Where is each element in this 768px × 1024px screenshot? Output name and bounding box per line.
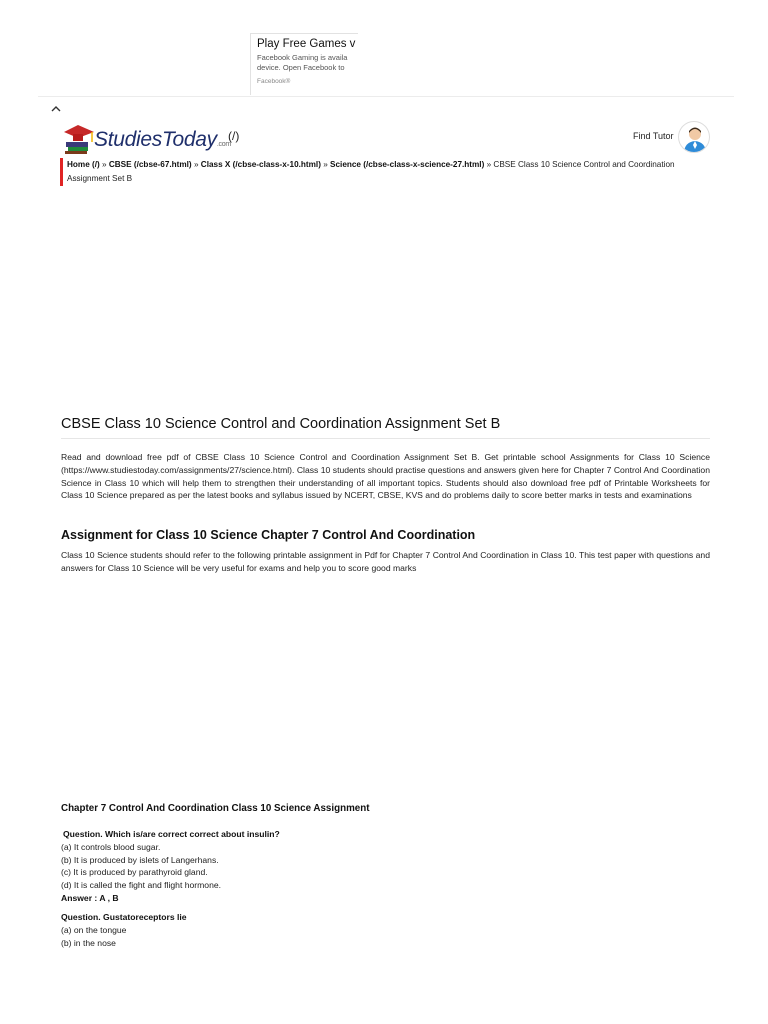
question-block <box>61 828 481 905</box>
page-title: CBSE Class 10 Science Control and Coordination Assignment Set B <box>61 416 501 432</box>
option-text: (c) It is produced by parathyroid gland. <box>61 867 208 878</box>
question-text: Question. Gustatoreceptors lie <box>61 912 187 922</box>
question-text: Question. Which is/are correct correct about insulin? <box>63 829 280 839</box>
find-tutor-link[interactable]: Find Tutor <box>633 131 674 141</box>
breadcrumb <box>60 158 710 186</box>
assignment-subheading: Assignment for Class 10 Science Chapter 7 Control And Coordination <box>61 528 476 542</box>
breadcrumb-class-x[interactable]: Class X (/cbse-class-x-10.html) <box>200 160 321 169</box>
option-text: (a) It controls blood sugar. <box>61 841 161 852</box>
option-text: (d) It is called the fight and flight hormone. <box>61 880 222 891</box>
title-divider <box>61 438 710 439</box>
option-text: (a) on the tongue <box>61 924 127 935</box>
assignment-description: Class 10 Science students should refer to the following printable assignment in Pdf for Chapter 7 Control And Coordination in Class 10. This test paper with questions and answers for Class 10 Science will be very useful for exams and help you to score good marks <box>61 550 710 573</box>
graduation-cap-icon <box>62 122 98 156</box>
option-text: (b) in the nose <box>61 937 116 948</box>
logo-name: StudiesToday <box>94 128 217 151</box>
breadcrumb-separator: » <box>99 160 109 169</box>
ad-title[interactable]: Play Free Games v <box>257 38 356 50</box>
logo-suffix: .com <box>216 141 231 148</box>
site-logo[interactable] <box>62 122 231 156</box>
breadcrumb-separator: » <box>320 160 331 169</box>
intro-paragraph: Read and download free pdf of CBSE Class 10 Science Control and Coordination Assignment Set B. Get printable school Assignments for Class 10 Science (https://www.studiestoday.com/assignments/27/science.html). Class 10 students should practise questions and answers given here for Chapter 7 Control And Coordination Science in Class 10 which will help them to strengthen their understanding of all important topics. Students should also download free pdf of Printable Worksheets for Class 10 Science prepared as per the latest books and syllabus issued by NCERT, CBSE, KVS and do problems daily to score better marks in tests and examinations <box>61 452 710 501</box>
tutor-avatar-icon[interactable] <box>678 121 710 153</box>
ad-card[interactable] <box>250 33 358 95</box>
ad-divider <box>38 96 734 97</box>
breadcrumb-separator: » <box>191 160 201 169</box>
question-block <box>61 911 481 949</box>
ad-body-line: device. Open Facebook to <box>257 63 345 72</box>
logo-link-text[interactable]: (/) <box>228 129 240 143</box>
section-heading: Chapter 7 Control And Coordination Class 10 Science Assignment <box>61 803 370 814</box>
ad-body <box>257 53 358 73</box>
chevron-up-icon[interactable] <box>50 101 62 111</box>
option-text: (b) It is produced by islets of Langerhans. <box>61 854 219 865</box>
breadcrumb-separator: » <box>484 160 494 169</box>
breadcrumb-home[interactable]: Home (/) <box>67 160 100 169</box>
ad-source: Facebook® <box>257 78 291 85</box>
breadcrumb-cbse[interactable]: CBSE (/cbse-67.html) <box>108 160 192 169</box>
answer-text: Answer : A , B <box>61 892 119 903</box>
breadcrumb-current: CBSE Class 10 Science Control and Coordination Assignment Set B <box>67 160 675 183</box>
logo-text <box>94 128 231 152</box>
breadcrumb-science[interactable]: Science (/cbse-class-x-science-27.html) <box>330 160 485 169</box>
ad-body-line: Facebook Gaming is availa <box>257 53 348 62</box>
